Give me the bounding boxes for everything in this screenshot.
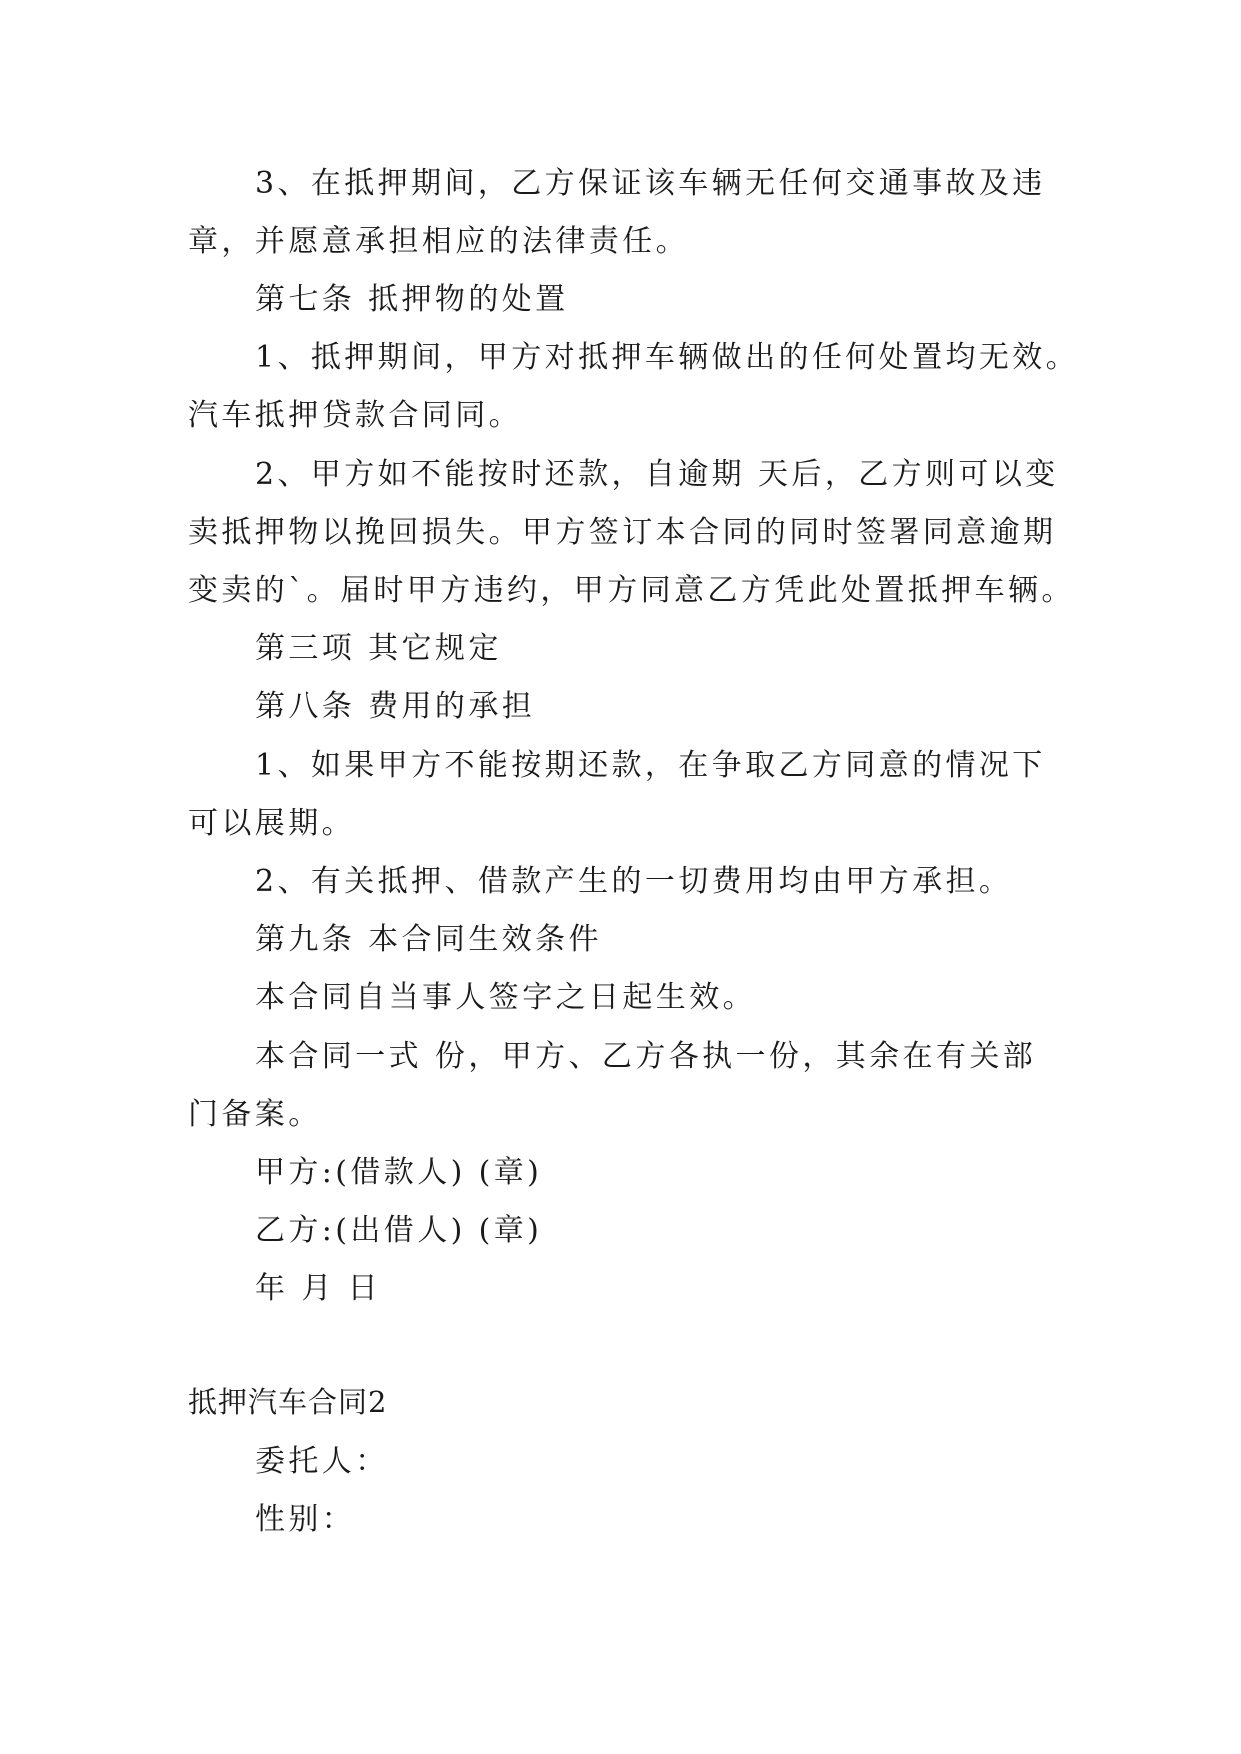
paragraph-line: 卖抵押物以挽回损失。甲方签订本合同的同时签署同意逾期 — [188, 515, 1057, 550]
paragraph-line: 章，并愿意承担相应的法律责任。 — [188, 224, 689, 259]
signature-party-a: 甲方:(借款人) (章) — [255, 1155, 543, 1190]
article-heading: 第七条 抵押物的处置 — [255, 282, 569, 317]
article-heading: 第九条 本合同生效条件 — [255, 922, 602, 957]
paragraph-line: 本合同自当事人签字之日起生效。 — [255, 980, 756, 1015]
paragraph-line: 3、在抵押期间，乙方保证该车辆无任何交通事故及违 — [255, 166, 1046, 201]
paragraph-line: 变卖的`。届时甲方违约，甲方同意乙方凭此处置抵押车辆。 — [188, 573, 1075, 608]
form-field-label: 委托人： — [255, 1444, 389, 1479]
paragraph-line: 1、抵押期间，甲方对抵押车辆做出的任何处置均无效。 — [255, 340, 1080, 375]
section-title: 抵押汽车合同2 — [188, 1385, 388, 1419]
section-heading: 第三项 其它规定 — [255, 631, 502, 666]
paragraph-line: 汽车抵押贷款合同同。 — [188, 398, 522, 433]
signature-date: 年 月 日 — [255, 1271, 382, 1306]
form-field-label: 性别： — [255, 1502, 356, 1537]
paragraph-line: 1、如果甲方不能按期还款，在争取乙方同意的情况下 — [255, 748, 1046, 783]
paragraph-line: 门备案。 — [188, 1097, 322, 1132]
paragraph-line: 2、有关抵押、借款产生的一切费用均由甲方承担。 — [255, 864, 1013, 899]
article-heading: 第八条 费用的承担 — [255, 689, 536, 724]
signature-party-b: 乙方:(出借人) (章) — [255, 1213, 543, 1248]
paragraph-line: 本合同一式 份，甲方、乙方各执一份，其余在有关部 — [255, 1039, 1037, 1074]
paragraph-line: 2、甲方如不能按时还款，自逾期 天后，乙方则可以变 — [255, 457, 1059, 492]
paragraph-line: 可以展期。 — [188, 806, 355, 841]
